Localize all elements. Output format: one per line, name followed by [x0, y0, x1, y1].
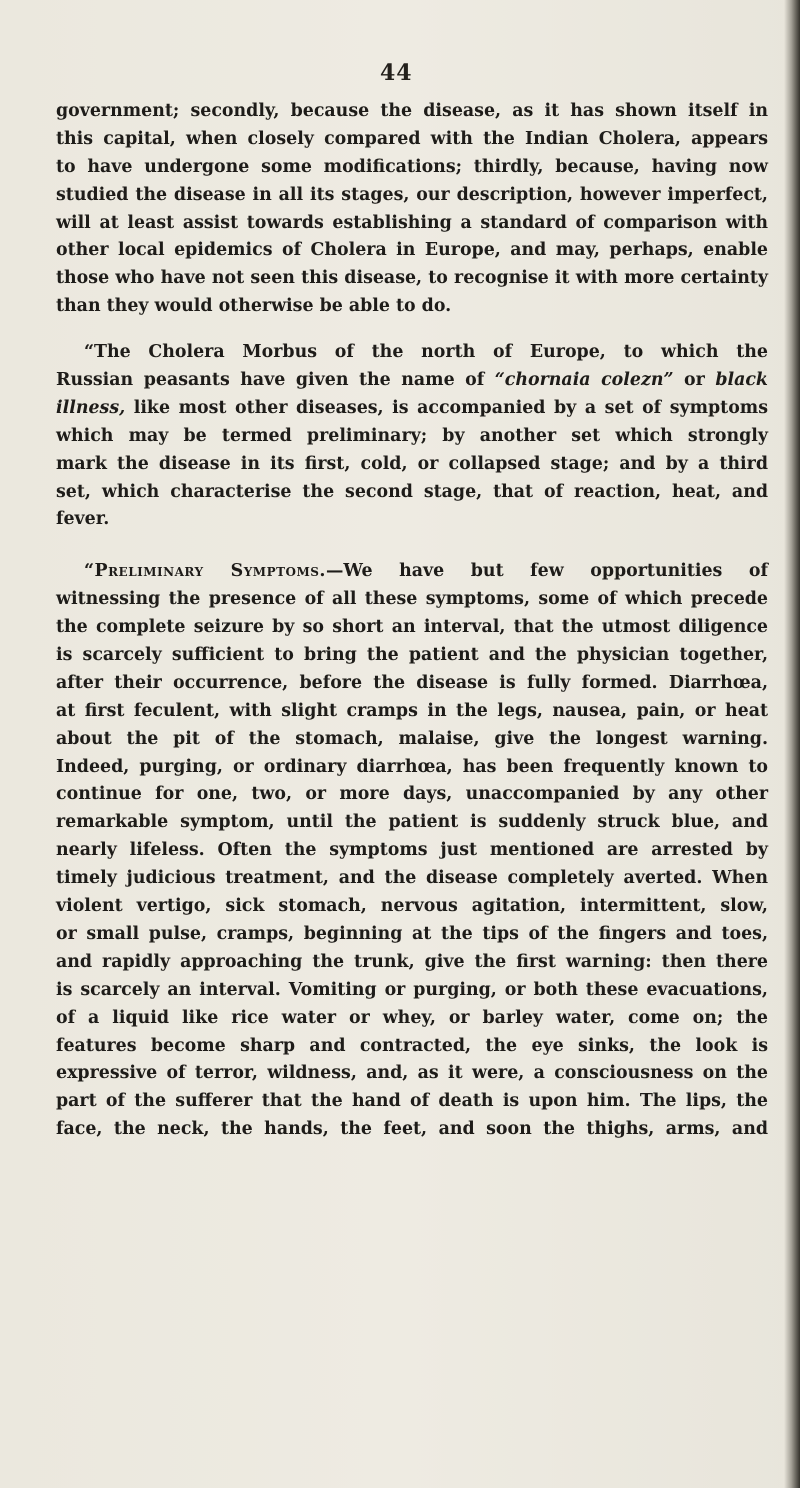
text-line: or small pulse, cramps, beginning at the tips of the fingers and toes,	[56, 923, 768, 944]
text-line: features become sharp and contracted, the eye sinks, the look is	[56, 1035, 768, 1056]
paragraph-3	[56, 558, 768, 1144]
text-line: continue for one, two, or more days, unaccompanied by any other	[56, 784, 768, 805]
text-line: which may be termed preliminary; by another set which strongly	[56, 425, 768, 446]
text-line: timely judicious treatment, and the disease completely averted. When	[56, 868, 768, 889]
section-heading: “Preliminary Symptoms.	[84, 561, 326, 582]
text-line: than they would otherwise be able to do.	[56, 296, 452, 317]
text-line: at first feculent, with slight cramps in the legs, nausea, pain, or heat	[56, 700, 768, 721]
russian-term: “chornaia colezn”	[494, 370, 674, 391]
text-run: Russian peasants have given the name of	[56, 370, 495, 391]
text-run: like most other diseases, is accompanied by a set of symptoms	[125, 397, 768, 418]
text-run: or	[673, 370, 716, 391]
text-line: is scarcely an interval. Vomiting or purging, or both these evacuations,	[56, 979, 768, 1000]
text-line	[56, 367, 768, 395]
text-line: other local epidemics of Cholera in Europe, and may, perhaps, enable	[56, 240, 768, 261]
text-line: the complete seizure by so short an interval, that the utmost diligence	[56, 617, 768, 638]
text-line: part of the sufferer that the hand of death is upon him. The lips, the	[56, 1091, 768, 1112]
text-line: violent vertigo, sick stomach, nervous agitation, intermittent, slow,	[56, 896, 768, 917]
text-line: set, which characterise the second stage, that of reaction, heat, and	[56, 481, 768, 502]
page-body	[56, 98, 768, 1144]
text-line: will at least assist towards establishing a standard of comparison with	[56, 212, 768, 233]
paragraph-1	[56, 98, 768, 321]
text-line: about the pit of the stomach, malaise, give the longest warning.	[56, 728, 768, 749]
text-line: expressive of terror, wildness, and, as it were, a consciousness on the	[56, 1063, 768, 1084]
english-term: illness,	[56, 397, 126, 418]
page-number: 44	[380, 60, 413, 86]
text-line	[56, 558, 768, 586]
text-line: this capital, when closely compared with the Indian Cholera, appears	[56, 128, 768, 149]
text-line: studied the disease in all its stages, our description, however imperfect,	[56, 184, 768, 205]
text-line	[56, 395, 768, 423]
text-run: —We have but few opportunities of	[325, 561, 768, 582]
text-line: after their occurrence, before the disease is fully formed. Diarrhœa,	[56, 672, 768, 693]
text-line: face, the neck, the hands, the feet, and soon the thighs, arms, and	[56, 1119, 768, 1140]
text-line: to have undergone some modifications; thirdly, because, having now	[56, 156, 768, 177]
text-line: government; secondly, because the disease, as it has shown itself in	[56, 101, 768, 121]
text-line: those who have not seen this disease, to recognise it with more certainty	[56, 268, 768, 289]
text-line: “The Cholera Morbus of the north of Europe, to which the	[84, 342, 768, 363]
text-line: and rapidly approaching the trunk, give the first warning: then there	[56, 951, 768, 972]
text-line: nearly lifeless. Often the symptoms just mentioned are arrested by	[56, 840, 768, 861]
text-line: is scarcely sufficient to bring the patient and the physician together,	[56, 645, 768, 666]
text-line: Indeed, purging, or ordinary diarrhœa, has been frequently known to	[56, 756, 768, 777]
page-edge-shadow	[784, 0, 800, 1488]
text-line: of a liquid like rice water or whey, or barley water, come on; the	[56, 1007, 768, 1028]
text-line: mark the disease in its first, cold, or collapsed stage; and by a third	[56, 453, 768, 474]
text-line: remarkable symptom, until the patient is suddenly struck blue, and	[56, 812, 768, 833]
paragraph-2	[56, 339, 768, 534]
text-line: witnessing the presence of all these symptoms, some of which precede	[56, 589, 768, 610]
english-term: black	[715, 370, 768, 391]
text-line: fever.	[56, 509, 110, 530]
